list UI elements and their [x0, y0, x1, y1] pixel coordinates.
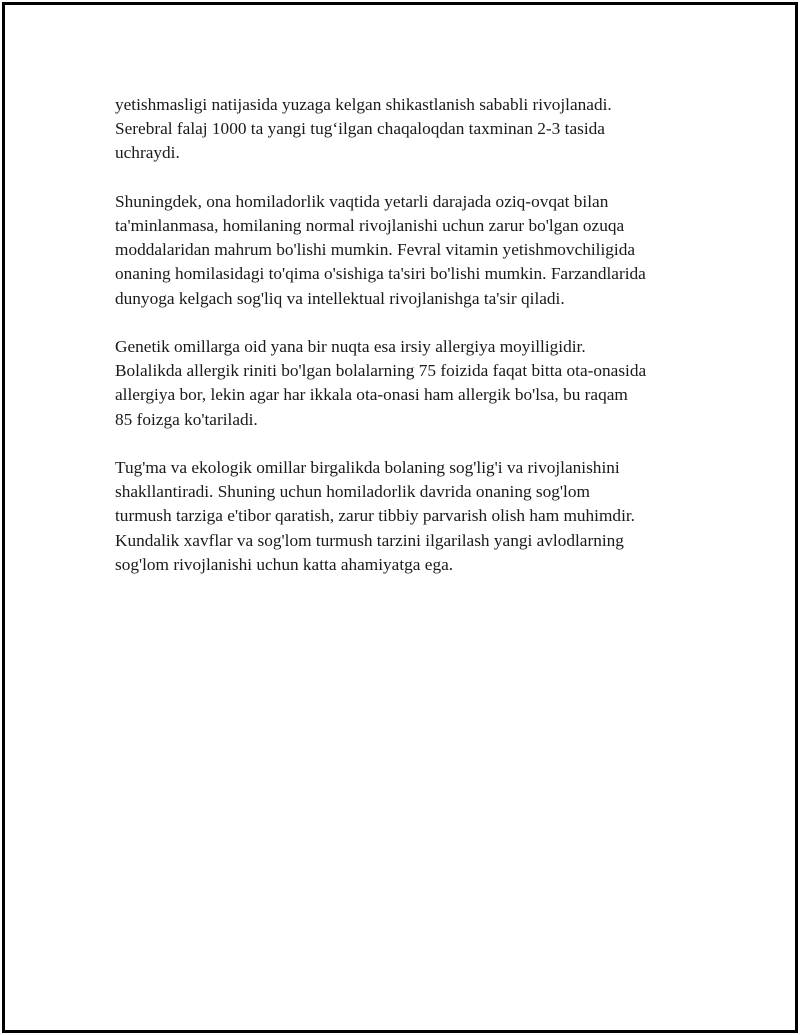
paragraph-cerebral-palsy: [115, 93, 695, 166]
text-line: yetishmasligi natijasida yuzaga kelgan shikastlanish sababli rivojlanadi.: [115, 95, 612, 114]
text-line: ta'minlanmasa, homilaning normal rivojlanishi uchun zarur bo'lgan ozuqa: [115, 216, 625, 235]
text-line: allergiya bor, lekin agar har ikkala ota-onasi ham allergik bo'lsa, bu raqam: [115, 385, 628, 405]
text-line: turmush tarziga e'tibor qaratish, zarur tibbiy parvarish olish ham muhimdir.: [115, 506, 635, 526]
text-line: 85 foizga ko'tariladi.: [115, 409, 258, 429]
text-line: dunyoga kelgach sog'liq va intellektual rivojlanishga ta'sir qiladi.: [115, 288, 565, 308]
text-line: onaning homilasidagi to'qima o'sishiga ta'siri bo'lishi mumkin. Farzandlarida: [115, 264, 646, 284]
text-line: Tug'ma va ekologik omillar birgalikda bolaning sog'lig'i va rivojlanishini: [115, 458, 620, 477]
text-line: Bolalikda allergik riniti bo'lgan bolalarning 75 foizida faqat bitta ota-onasida: [115, 361, 647, 381]
text-line: Serebral falaj 1000 ta yangi tug‘ilgan chaqaloqdan taxminan 2-3 tasida: [115, 119, 605, 139]
text-line: sog'lom rivojlanishi uchun katta ahamiyatga ega.: [115, 554, 454, 574]
text-line: Genetik omillarga oid yana bir nuqta esa irsiy allergiya moyilligidir.: [115, 337, 586, 356]
text-line: moddalaridan mahrum bo'lishi mumkin. Fevral vitamin yetishmovchiligida: [115, 240, 636, 260]
text-line: shakllantiradi. Shuning uchun homiladorlik davrida onaning sog'lom: [115, 482, 590, 502]
document-body: [115, 93, 695, 601]
text-line: uchraydi.: [115, 143, 180, 163]
paragraph-conclusion: [115, 456, 695, 577]
text-line: Shuningdek, ona homiladorlik vaqtida yetarli darajada oziq-ovqat bilan: [115, 191, 609, 211]
paragraph-nutrition: [115, 190, 695, 311]
paragraph-allergy: [115, 335, 695, 432]
text-line: Kundalik xavflar va sog'lom turmush tarzini ilgarilash yangi avlodlarning: [115, 530, 624, 550]
